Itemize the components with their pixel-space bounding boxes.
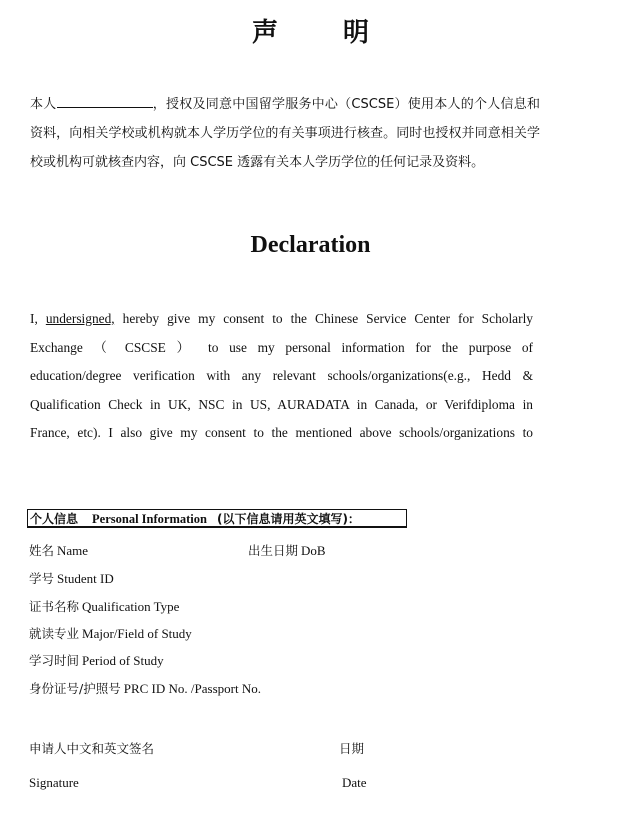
declaration-line: I, undersigned, hereby give my consent to the Chinese Service Center for Scholarly [30,311,533,326]
personal-info-header [27,509,407,528]
field-major[interactable]: 就读专业 Major/Field of Study [29,626,192,641]
personal-info-header-cn: 个人信息 [30,512,79,526]
statement-paragraph-cn [30,90,540,177]
declaration-line: France, etc). I also give my consent to the mentioned above schools/organizations to [30,425,533,440]
declaration-line: Exchange （ CSCSE ） to use my personal information for the purpose of [30,339,533,355]
date-field[interactable]: Date [342,775,367,790]
field-period-of-study[interactable]: 学习时间 Period of Study [29,653,164,668]
declaration-title: Declaration [250,232,371,258]
field-student-id[interactable]: 学号 Student ID [29,571,114,586]
field-id-number[interactable]: 身份证号/护照号 PRC ID No. /Passport No. [29,681,261,696]
undersigned-text: undersigned, [45,311,115,326]
statement-body: ，授权及同意中国留学服务中心（CSCSE）使用本人的个人信息和资料，向相关学校或机构就本人学历学位的有关事项进行核查。同时也授权并同意相关学校或机构可就核查内容，向 CSCSE 透露有关本人学历学位的任何记录及资料。 [30,97,540,170]
statement-title-cn: 声 明 [251,18,398,48]
field-dob[interactable]: 出生日期 DoB [248,543,326,558]
signature-field[interactable]: Signature [29,775,79,790]
field-name[interactable]: 姓名 Name [29,543,89,558]
declaration-line: education/degree verification with any relevant schools/organizations(e.g., Hedd & [30,368,533,383]
declaration-paragraph [30,305,533,448]
field-qualification-type[interactable]: 证书名称 Qualification Type [29,599,180,614]
statement-prefix: 本人 [30,97,57,112]
name-blank-line[interactable] [57,95,153,108]
personal-info-header-en: Personal Information [92,512,207,526]
signature-label-cn: 申请人中文和英文签名 [29,741,155,756]
date-label-cn: 日期 [339,741,365,756]
declaration-line: Qualification Check in UK, NSC in US, AURADATA in Canada, or Verifdiploma in [30,396,533,412]
personal-info-header-note: (以下信息请用英文填写)： [216,512,360,526]
